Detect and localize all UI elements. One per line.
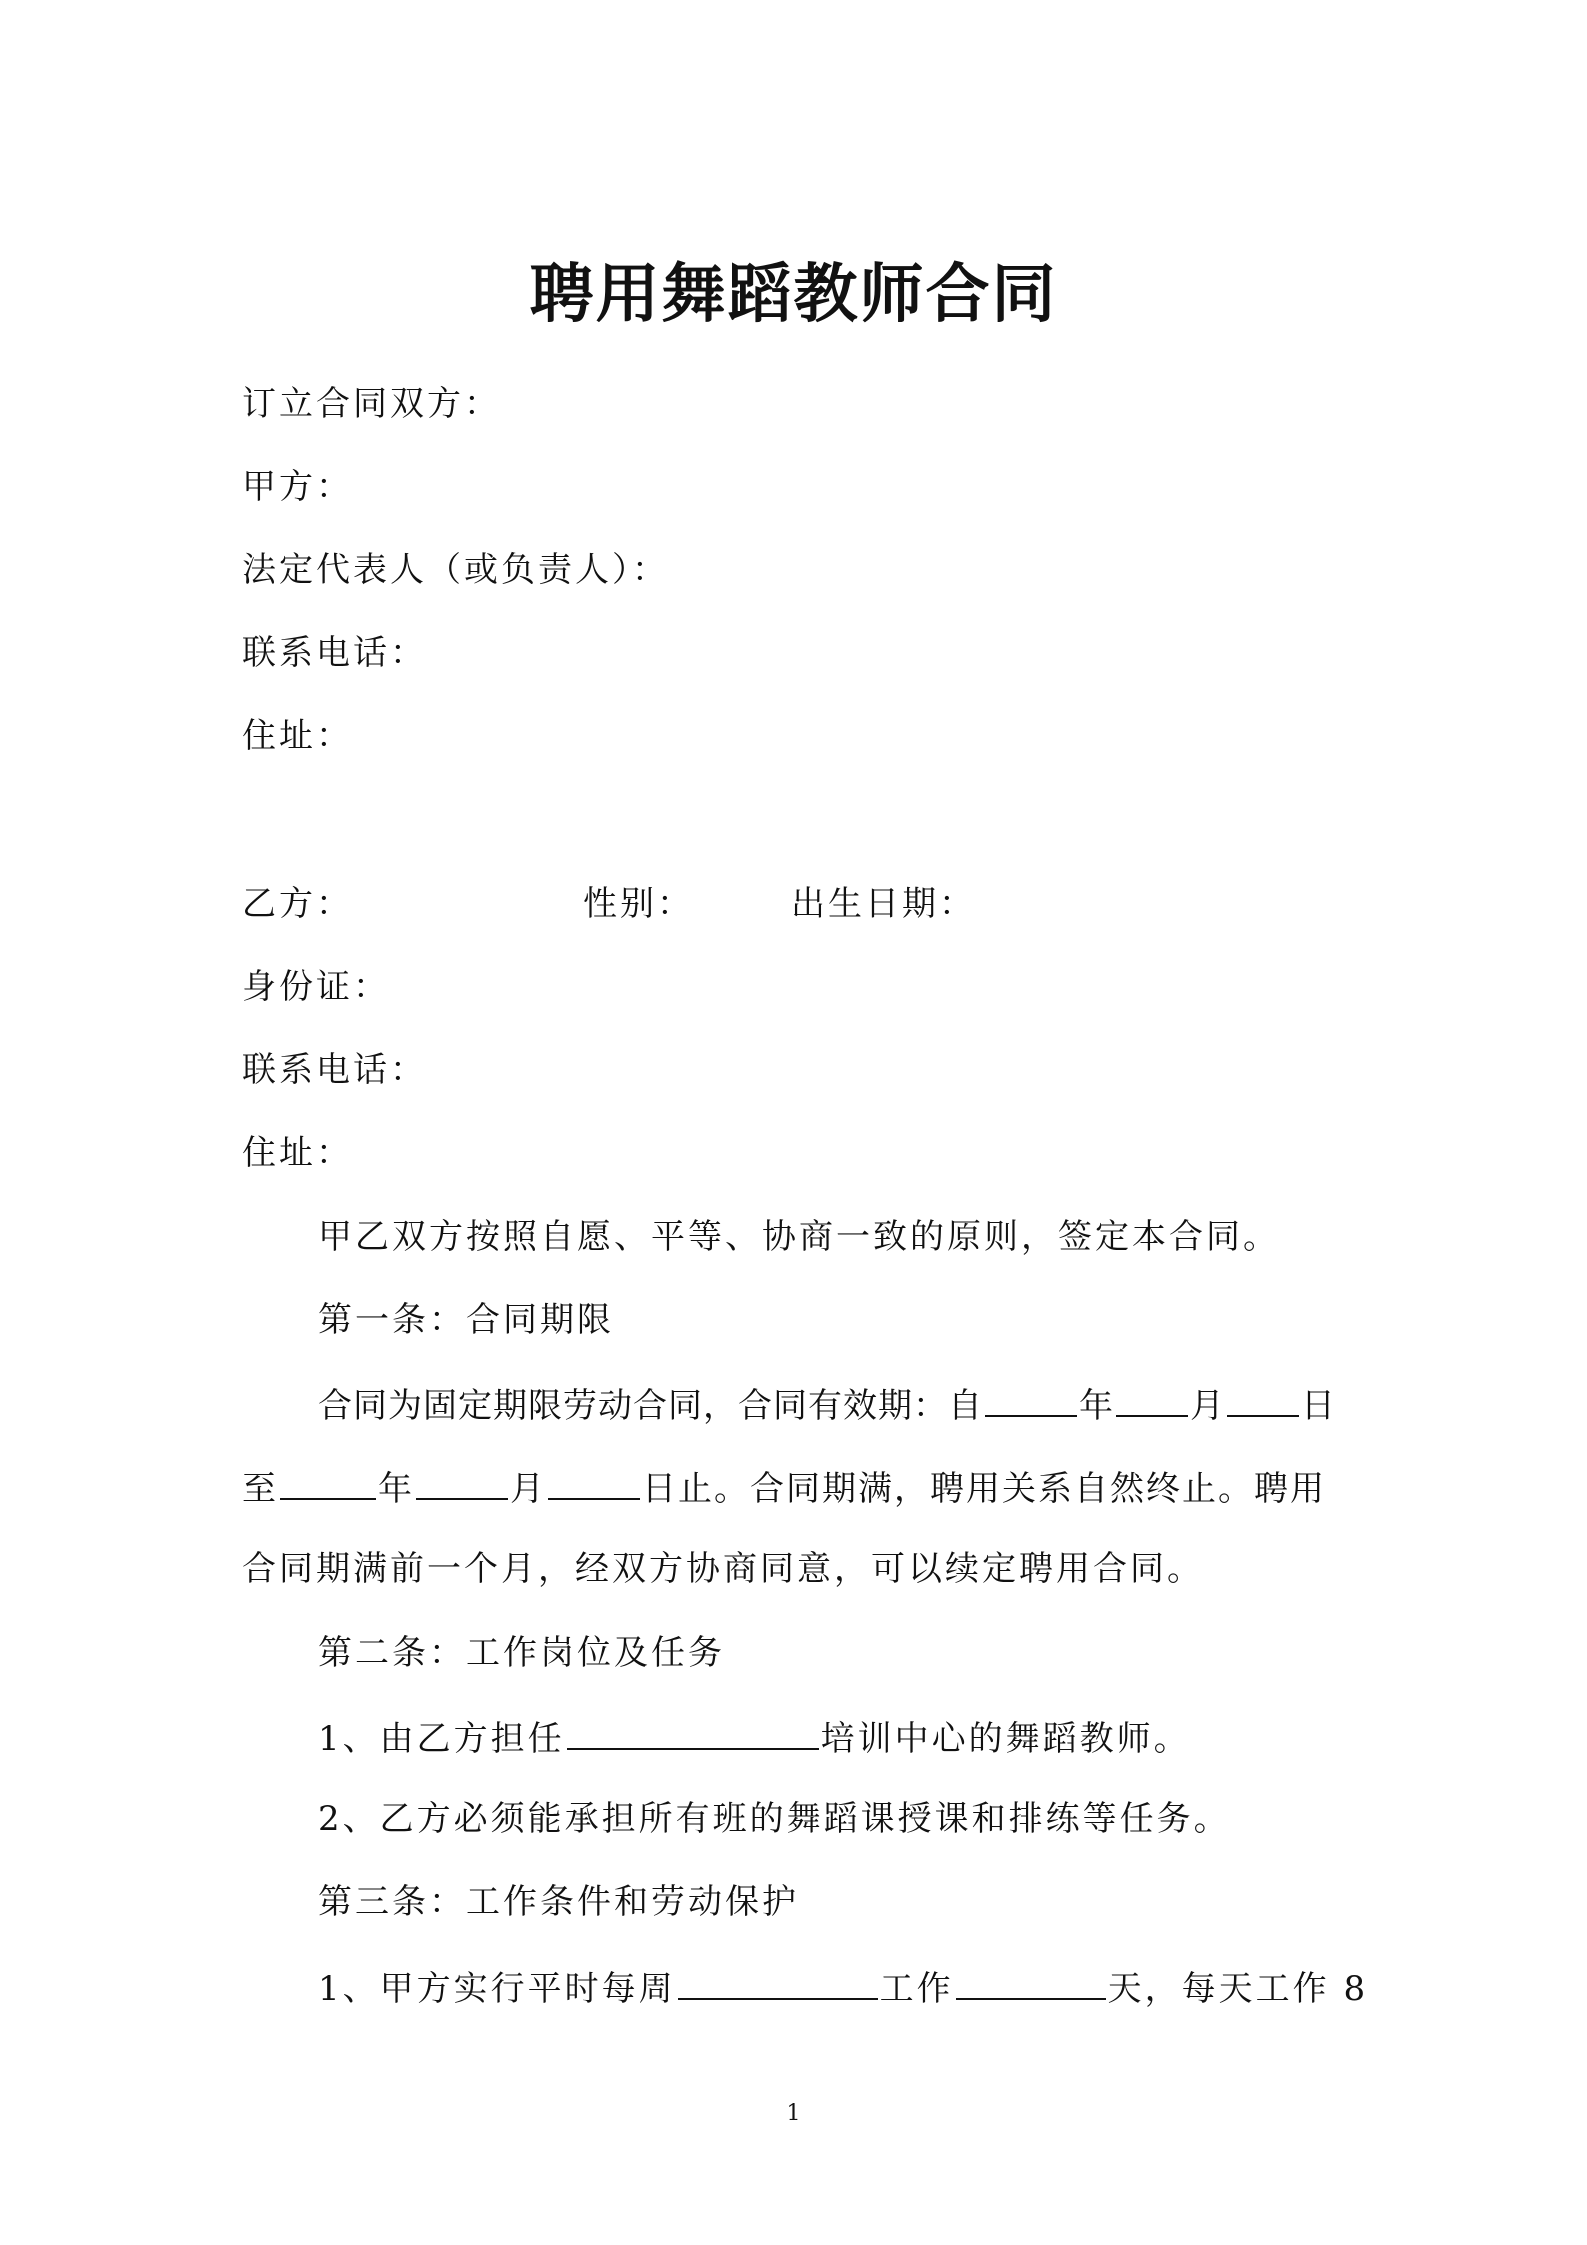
article2-item2: 2、乙方必须能承担所有班的舞蹈课授课和排练等任务。 [318, 1799, 1231, 1839]
parties-heading: 订立合同双方： [242, 384, 501, 424]
start-day-blank[interactable] [1227, 1381, 1299, 1417]
party-b-label: 乙方： [242, 884, 353, 924]
weekly-schedule-blank[interactable] [678, 1964, 878, 2000]
training-center-blank[interactable] [567, 1714, 819, 1750]
start-year-label: 年 [1079, 1386, 1114, 1426]
article2-item1-prefix: 1、由乙方担任 [318, 1719, 565, 1759]
party-b-birth-date: 出生日期： [791, 884, 976, 924]
party-a-legal-rep: 法定代表人（或负责人）： [242, 550, 669, 590]
start-day-label: 日 [1301, 1386, 1336, 1426]
end-date-suffix: 日止。合同期满，聘用关系自然终止。聘用 [642, 1469, 1326, 1509]
article3-heading: 第三条：工作条件和劳动保护 [318, 1882, 799, 1922]
article2-item1-suffix: 培训中心的舞蹈教师。 [820, 1719, 1191, 1759]
party-a-label: 甲方： [242, 467, 353, 507]
article2-heading: 第二条：工作岗位及任务 [318, 1633, 725, 1673]
document-title: 聘用舞蹈教师合同 [529, 258, 1058, 332]
article3-item1 [318, 1964, 1368, 2011]
article1-line2 [242, 1464, 1326, 1511]
end-year-label: 年 [378, 1469, 414, 1509]
end-date-prefix: 至 [242, 1469, 278, 1509]
party-b-gender: 性别： [583, 884, 694, 924]
party-a-address: 住址： [242, 716, 353, 756]
start-month-blank[interactable] [1116, 1381, 1188, 1417]
start-year-blank[interactable] [985, 1381, 1077, 1417]
party-b-address: 住址： [242, 1133, 353, 1173]
article3-item1-work: 工作 [879, 1969, 954, 2009]
article1-line3: 合同期满前一个月，经双方协商同意，可以续定聘用合同。 [242, 1549, 1204, 1589]
article2-item1 [318, 1714, 1191, 1761]
article1-line1 [318, 1381, 1336, 1428]
article1-heading: 第一条：合同期限 [318, 1300, 614, 1340]
intro-paragraph: 甲乙双方按照自愿、平等、协商一致的原则，签定本合同。 [318, 1217, 1280, 1257]
end-month-blank[interactable] [416, 1464, 508, 1500]
party-a-phone: 联系电话： [242, 633, 427, 673]
article3-item1-prefix: 1、甲方实行平时每周 [318, 1969, 676, 2009]
start-month-label: 月 [1190, 1386, 1225, 1426]
article3-item1-suffix: 天，每天工作 8 [1107, 1969, 1369, 2009]
party-b-phone: 联系电话： [242, 1050, 427, 1090]
end-year-blank[interactable] [280, 1464, 376, 1500]
end-day-blank[interactable] [548, 1464, 640, 1500]
end-month-label: 月 [510, 1469, 546, 1509]
page-number: 1 [786, 2101, 801, 2126]
party-b-id-card: 身份证： [242, 967, 390, 1007]
work-days-blank[interactable] [956, 1964, 1106, 2000]
article1-line1-text: 合同为固定期限劳动合同，合同有效期：自 [318, 1386, 983, 1426]
